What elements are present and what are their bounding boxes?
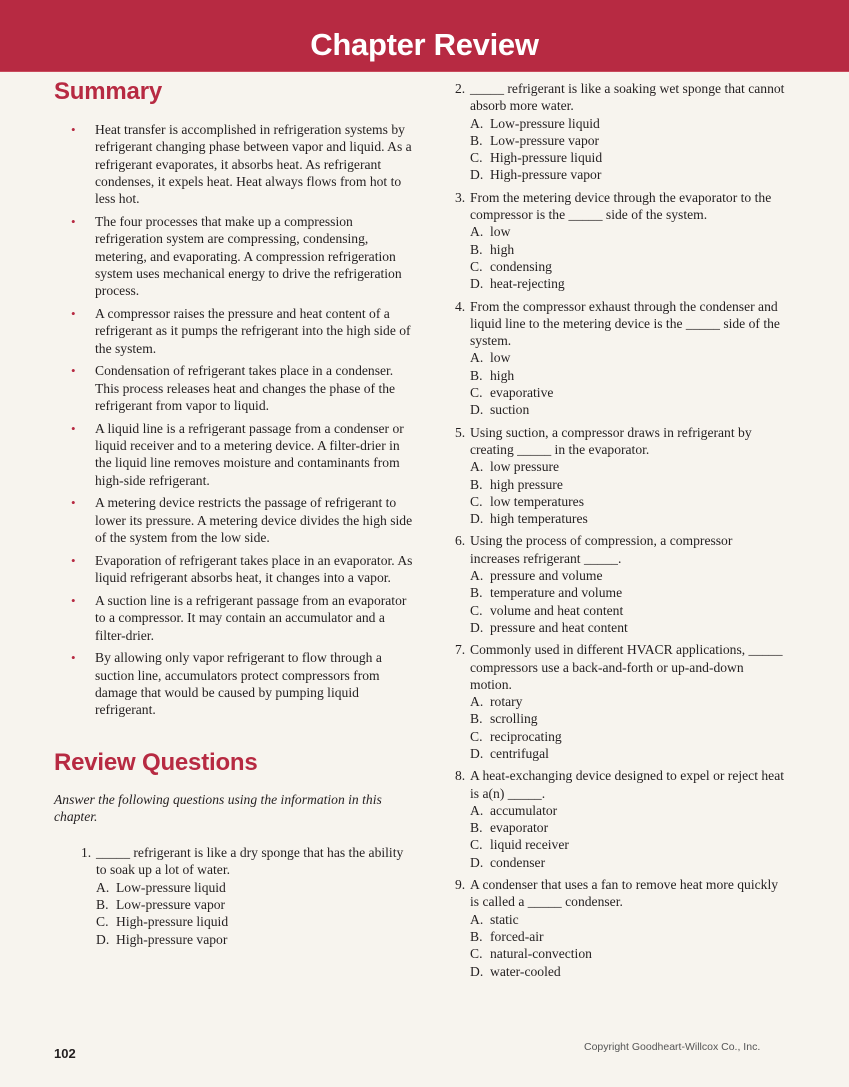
review-question [455, 298, 785, 419]
option-letter: B. [470, 132, 483, 148]
option-letter: D. [470, 167, 484, 183]
question-stem [81, 844, 414, 879]
answer-options [455, 349, 785, 418]
option-letter: A. [96, 879, 110, 895]
answer-option [96, 879, 414, 896]
bullet-icon: • [71, 363, 76, 379]
question-list-right [455, 80, 785, 985]
option-text: High-pressure liquid [490, 150, 603, 166]
page-title: Chapter Review [310, 26, 539, 62]
option-text: pressure and volume [490, 568, 603, 584]
summary-bullet-text: Evaporation of refrigerant takes place in an evaporator. As liquid refrigerant absorbs heat, it changes into a vapor. [95, 552, 413, 586]
option-text: High-pressure liquid [116, 914, 229, 930]
answer-options [455, 693, 785, 762]
option-text: scrolling [490, 711, 538, 727]
summary-bullet-text: A compressor raises the pressure and heat content of a refrigerant as it pumps the refrigerant into the high side of the system. [95, 305, 411, 356]
option-text: High-pressure vapor [116, 931, 228, 947]
bullet-icon: • [71, 495, 76, 511]
option-text: volume and heat content [490, 602, 624, 618]
answer-option [470, 458, 785, 475]
answer-options [455, 223, 785, 292]
summary-bullet [54, 494, 414, 546]
option-letter: A. [470, 459, 484, 475]
answer-option [470, 802, 785, 819]
answer-option [470, 241, 785, 258]
answer-options [81, 879, 414, 948]
answer-option [470, 275, 785, 292]
question-stem [455, 876, 785, 911]
option-text: suction [490, 402, 530, 418]
question-stem [455, 189, 785, 224]
option-text: low [490, 224, 511, 240]
summary-bullet-text: A suction line is a refrigerant passage from an evaporator to a compressor. It may contain an accumulator and a filter-drier. [95, 592, 407, 643]
question-stem [455, 641, 785, 693]
bullet-icon: • [71, 552, 76, 568]
review-question [455, 424, 785, 528]
option-text: liquid receiver [490, 837, 569, 853]
question-text: A condenser that uses a fan to remove heat more quickly is called a _____ condenser. [470, 877, 779, 910]
question-stem [455, 80, 785, 115]
question-number: 8. [455, 768, 466, 784]
option-letter: B. [96, 896, 109, 912]
question-number: 3. [455, 189, 466, 205]
question-list-left [81, 844, 414, 948]
bullet-icon: • [71, 305, 76, 321]
summary-bullet [54, 649, 414, 718]
option-letter: C. [470, 946, 483, 962]
option-letter: C. [470, 385, 483, 401]
option-text: forced-air [490, 928, 544, 944]
answer-option [470, 745, 785, 762]
option-letter: C. [470, 493, 483, 509]
option-text: high temperatures [490, 511, 588, 527]
answer-option [470, 854, 785, 871]
question-text: Using suction, a compressor draws in refrigerant by creating _____ in the evaporator. [470, 424, 752, 457]
option-text: evaporative [490, 385, 554, 401]
option-letter: C. [470, 150, 483, 166]
option-text: centrifugal [490, 745, 549, 761]
answer-option [470, 584, 785, 601]
bullet-icon: • [71, 420, 76, 436]
summary-bullet [54, 121, 414, 207]
question-number: 6. [455, 533, 466, 549]
chapter-banner [0, 0, 849, 72]
answer-option [470, 401, 785, 418]
option-text: heat-rejecting [490, 276, 565, 292]
option-text: temperature and volume [490, 585, 623, 601]
question-text: A heat-exchanging device designed to expel or reject heat is a(n) _____. [470, 768, 785, 801]
question-stem [455, 298, 785, 350]
option-text: high [490, 367, 515, 383]
summary-bullet [54, 305, 414, 357]
answer-options [455, 802, 785, 871]
review-question [455, 767, 785, 871]
answer-option [470, 619, 785, 636]
bullet-icon: • [71, 650, 76, 666]
option-letter: C. [470, 837, 483, 853]
option-letter: C. [470, 728, 483, 744]
option-letter: C. [470, 258, 483, 274]
summary-bullet [54, 362, 414, 414]
summary-bullet-text: A liquid line is a refrigerant passage from a condenser or liquid receiver and to a metering device. A filter-drier in the liquid line removes moisture and contaminants from high-side refrigerant. [95, 420, 404, 488]
question-stem [455, 424, 785, 459]
answer-options [455, 567, 785, 636]
option-text: Low-pressure liquid [490, 115, 600, 131]
option-letter: B. [470, 476, 483, 492]
summary-bullet-text: By allowing only vapor refrigerant to flow through a suction line, accumulators protect compressors from damage that would be caused by pumping liquid refrigerant. [95, 650, 382, 718]
review-question [455, 641, 785, 762]
option-text: high [490, 241, 515, 257]
option-letter: A. [470, 115, 484, 131]
review-question [455, 532, 785, 636]
review-question [455, 80, 785, 184]
option-text: water-cooled [490, 963, 561, 979]
answer-option [470, 911, 785, 928]
option-text: Low-pressure vapor [490, 132, 600, 148]
option-text: pressure and heat content [490, 619, 628, 635]
option-text: natural-convection [490, 946, 592, 962]
answer-option [470, 149, 785, 166]
summary-bullet [54, 592, 414, 644]
answer-option [96, 931, 414, 948]
question-text: _____ refrigerant is like a dry sponge that has the ability to soak up a lot of water. [96, 845, 404, 878]
option-text: Low-pressure vapor [116, 896, 226, 912]
question-number: 9. [455, 877, 466, 893]
answer-option [470, 166, 785, 183]
answer-option [470, 567, 785, 584]
question-number: 1. [81, 845, 92, 861]
option-letter: A. [470, 224, 484, 240]
option-letter: A. [470, 802, 484, 818]
option-letter: B. [470, 585, 483, 601]
answer-option [470, 132, 785, 149]
option-letter: B. [470, 928, 483, 944]
question-number: 4. [455, 298, 466, 314]
answer-option [470, 476, 785, 493]
answer-options [455, 115, 785, 184]
bullet-icon: • [71, 122, 76, 137]
answer-option [470, 493, 785, 510]
option-letter: C. [470, 602, 483, 618]
answer-option [470, 115, 785, 132]
summary-bullet [54, 213, 414, 299]
review-question [455, 189, 785, 293]
option-letter: B. [470, 367, 483, 383]
option-text: evaporator [490, 820, 549, 836]
answer-option [470, 384, 785, 401]
option-letter: D. [470, 745, 484, 761]
summary-bullet [54, 552, 414, 587]
option-text: condensing [490, 258, 552, 274]
option-letter: C. [96, 914, 109, 930]
option-text: static [490, 911, 519, 927]
answer-option [470, 349, 785, 366]
option-letter: D. [470, 276, 484, 292]
review-question [455, 876, 785, 980]
answer-option [470, 510, 785, 527]
summary-list [54, 121, 414, 719]
answer-option [470, 710, 785, 727]
option-letter: B. [470, 711, 483, 727]
answer-option [470, 963, 785, 980]
option-text: low [490, 350, 511, 366]
page-number: 102 [54, 1046, 76, 1061]
option-letter: D. [470, 854, 484, 870]
copyright-notice: Copyright Goodheart-Willcox Co., Inc. [584, 1041, 761, 1053]
option-letter: D. [470, 511, 484, 527]
answer-option [470, 223, 785, 240]
answer-option [470, 819, 785, 836]
option-letter: B. [470, 241, 483, 257]
option-text: low pressure [490, 459, 560, 475]
answer-option [96, 913, 414, 930]
summary-heading: Summary [54, 78, 162, 105]
question-text: Using the process of compression, a compressor increases refrigerant _____. [470, 533, 733, 566]
bullet-icon: • [71, 592, 76, 608]
review-intro: Answer the following questions using the information in this chapter. [54, 791, 382, 824]
summary-bullet-text: A metering device restricts the passage of refrigerant to lower its pressure. A metering device divides the high side of the system from the low side. [95, 495, 413, 546]
option-text: reciprocating [490, 728, 562, 744]
review-questions-heading: Review Questions [54, 748, 258, 776]
option-text: accumulator [490, 802, 558, 818]
answer-option [470, 367, 785, 384]
answer-option [470, 258, 785, 275]
summary-bullet-text: Heat transfer is accomplished in refrigeration systems by refrigerant changing phase between vapor and liquid. As a refrigerant evaporates, it absorbs heat. As refrigerant condenses, it expels heat. Heat always flows from hot to less hot. [95, 122, 412, 207]
summary-bullet [54, 420, 414, 489]
option-text: condenser [490, 854, 546, 870]
question-stem [455, 532, 785, 567]
option-text: rotary [490, 694, 523, 710]
option-text: High-pressure vapor [490, 167, 602, 183]
option-letter: A. [470, 350, 484, 366]
option-letter: D. [470, 402, 484, 418]
option-letter: D. [470, 963, 484, 979]
answer-options [455, 911, 785, 980]
question-stem [455, 767, 785, 802]
question-number: 5. [455, 424, 466, 440]
answer-option [96, 896, 414, 913]
answer-options [455, 458, 785, 527]
bullet-icon: • [71, 213, 76, 229]
option-text: high pressure [490, 476, 563, 492]
answer-option [470, 693, 785, 710]
option-letter: A. [470, 568, 484, 584]
summary-bullet-text: Condensation of refrigerant takes place in a condenser. This process releases heat and changes the phase of the refrigerant from vapor to liquid. [95, 363, 396, 413]
question-text: From the metering device through the evaporator to the compressor is the _____ side of the system. [470, 189, 772, 223]
question-text: _____ refrigerant is like a soaking wet sponge that cannot absorb more water. [470, 81, 785, 114]
answer-option [470, 945, 785, 962]
option-letter: D. [470, 619, 484, 635]
option-letter: D. [96, 931, 110, 947]
left-column [54, 78, 414, 953]
question-text: From the compressor exhaust through the condenser and liquid line to the metering device is the _____ side of the system. [470, 298, 780, 349]
option-text: low temperatures [490, 493, 584, 509]
option-letter: A. [470, 911, 484, 927]
question-number: 2. [455, 81, 466, 96]
answer-option [470, 928, 785, 945]
summary-bullet-text: The four processes that make up a compression refrigeration system are compressing, condensing, metering, and evaporating. A compression refrigeration system uses mechanical energy to drive the refrigeration process. [95, 213, 402, 299]
answer-option [470, 836, 785, 853]
answer-option [470, 728, 785, 745]
question-text: Commonly used in different HVACR applications, _____ compressors use a back-and-forth or up-and-down motion. [470, 642, 783, 692]
review-question [81, 844, 414, 948]
option-letter: A. [470, 694, 484, 710]
answer-option [470, 602, 785, 619]
option-text: Low-pressure liquid [116, 879, 226, 895]
option-letter: B. [470, 820, 483, 836]
question-number: 7. [455, 642, 466, 658]
